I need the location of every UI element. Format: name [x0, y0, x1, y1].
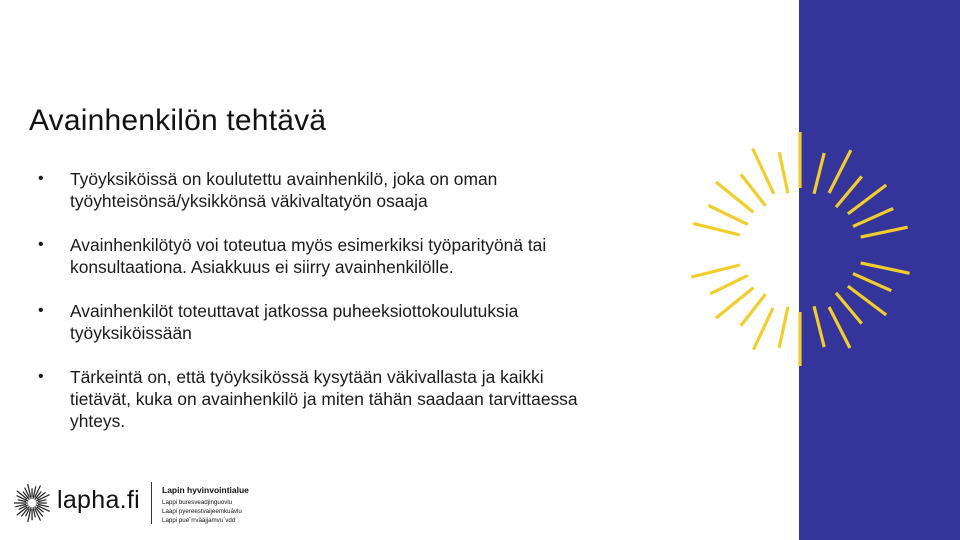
sun-ray: [829, 150, 851, 193]
logo-org-text: [162, 486, 249, 525]
sun-ray: [716, 182, 753, 212]
org-name: Lapin hyvinvointialue: [162, 485, 249, 495]
sun-ray: [861, 263, 910, 273]
sun-ray: [814, 153, 824, 194]
bullet-line: työyksiköissään: [70, 323, 192, 343]
sun-ray: [754, 308, 773, 350]
sun-ray: [836, 176, 862, 207]
sunburst-logo-icon: [14, 482, 52, 524]
sun-ray: [836, 293, 862, 324]
org-sub-line: Lappi pue´rrvääjjamvu´vdd: [162, 517, 236, 524]
sun-ray: [708, 205, 748, 224]
org-sub-line: Laapi pyereestvaijeemkuávlu: [162, 508, 242, 515]
sunburst-icon: [680, 130, 920, 370]
logo-divider: [151, 482, 152, 524]
sun-ray: [753, 148, 774, 193]
list-item: [36, 300, 706, 344]
bullet-line: Avainhenkilötyö voi toteutua myös esimerkiksi työparityönä tai: [70, 235, 547, 255]
logo-ray: [18, 500, 25, 502]
sun-ray: [853, 274, 891, 291]
sun-ray: [779, 152, 788, 193]
logo-wordmark: lapha.fi: [57, 486, 141, 514]
sun-ray: [741, 174, 766, 206]
slide-title: Avainhenkilön tehtävä: [29, 104, 327, 138]
bullet-list: [36, 168, 706, 454]
sun-ray: [853, 209, 893, 227]
list-item: [36, 234, 706, 278]
bullet-line: Avainhenkilöt toteuttavat jatkossa puheeksiottokoulutuksia: [70, 301, 519, 321]
lapha-logo: [14, 480, 314, 526]
sun-ray: [814, 306, 824, 347]
sun-ray: [741, 294, 766, 326]
bullet-line: tietävät, kuka on avainhenkilö ja miten tähän saadaan tarvittaessa: [70, 389, 578, 409]
sun-ray: [861, 227, 908, 237]
list-item: [36, 168, 706, 212]
org-sub-line: Lappi buresveadjinguovlu: [162, 499, 233, 506]
sun-ray: [716, 288, 753, 318]
bullet-line: työyhteisönsä/yksikkönsä väkivaltatyön osaaja: [70, 191, 428, 211]
bullet-marker: •: [38, 236, 44, 253]
bullet-line: yhteys.: [70, 411, 126, 431]
bullet-marker: •: [38, 302, 44, 319]
bullet-line: Työyksiköissä on koulutettu avainhenkilö, joka on oman: [70, 169, 498, 189]
bullet-line: Tärkeintä on, että työyksikössä kysytään väkivallasta ja kaikki: [70, 367, 544, 387]
sun-ray: [848, 286, 886, 315]
sun-ray: [779, 307, 788, 348]
bullet-marker: •: [38, 368, 44, 385]
bullet-line: konsultaationa. Asiakkuus ei siirry avainhenkilölle.: [70, 257, 454, 277]
sun-ray: [848, 185, 886, 214]
logo-ray: [39, 500, 46, 502]
sun-ray: [829, 307, 850, 348]
list-item: [36, 366, 706, 432]
sun-ray: [710, 275, 748, 293]
bullet-marker: •: [38, 170, 44, 187]
